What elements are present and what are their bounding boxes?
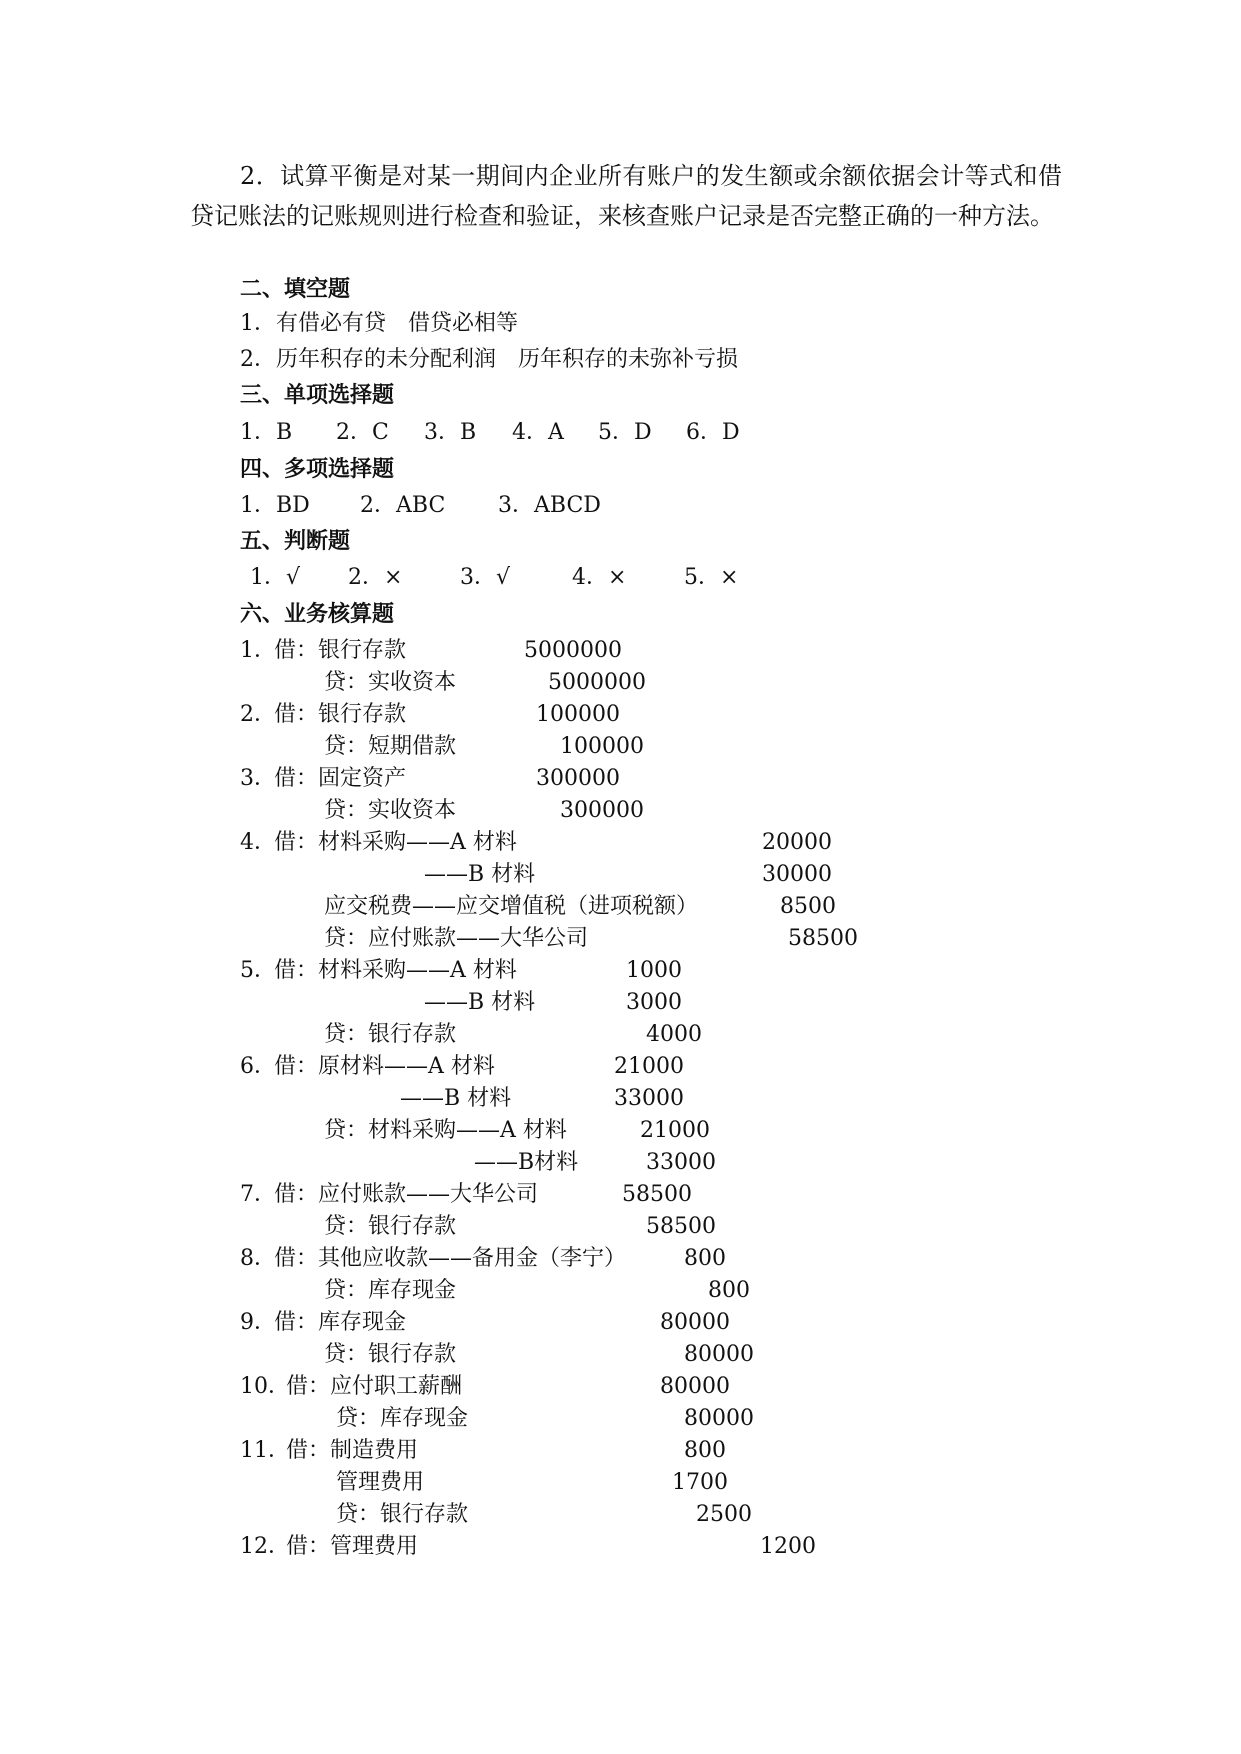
entry-debit-line: 借：材料采购——A 材料 — [274, 830, 517, 855]
multi-choice-answer: 3．ABCD — [498, 493, 601, 518]
entry-amount: 300000 — [536, 766, 620, 791]
section-title-single-choice: 三、单项选择题 — [240, 383, 395, 408]
entry-debit-line: 借：银行存款 — [274, 702, 407, 727]
entry-debit-line: 借：材料采购——A 材料 — [274, 958, 517, 983]
true-false-answer: 4．× — [572, 565, 627, 590]
entry-amount: 5000000 — [548, 670, 646, 695]
entry-debit-line: 借：其他应收款——备用金（李宁） — [274, 1246, 627, 1271]
entry-number: 5． — [240, 958, 276, 983]
entry-amount: 2500 — [696, 1502, 752, 1527]
entry-amount: 100000 — [560, 734, 644, 759]
fill-blank-line: 2．历年积存的未分配利润 历年积存的未弥补亏损 — [240, 347, 738, 372]
entry-number: 12． — [240, 1534, 290, 1559]
entry-amount: 58500 — [622, 1182, 692, 1207]
entry-number: 9． — [240, 1310, 276, 1335]
single-choice-answer: 3．B — [424, 420, 477, 445]
entry-amount: 800 — [708, 1278, 750, 1303]
entry-number: 4． — [240, 830, 276, 855]
entry-amount: 4000 — [646, 1022, 702, 1047]
entry-debit-line: 应交税费——应交增值税（进项税额） — [324, 894, 699, 919]
entry-amount: 5000000 — [524, 638, 622, 663]
entry-amount: 21000 — [614, 1054, 684, 1079]
entry-credit-line: 贷：库存现金 — [324, 1278, 457, 1303]
entry-number: 7． — [240, 1182, 276, 1207]
entry-credit-line: 贷：材料采购——A 材料 — [324, 1118, 567, 1143]
entry-amount: 80000 — [660, 1374, 730, 1399]
entry-credit-line: 贷：银行存款 — [324, 1022, 457, 1047]
entry-debit-line: 借：管理费用 — [286, 1534, 419, 1559]
entry-amount: 33000 — [646, 1150, 716, 1175]
entry-debit-line: 借：银行存款 — [274, 638, 407, 663]
entry-amount: 33000 — [614, 1086, 684, 1111]
entry-credit-line: 贷：短期借款 — [324, 734, 457, 759]
entry-number: 10． — [240, 1374, 290, 1399]
entry-amount: 1200 — [760, 1534, 816, 1559]
entry-amount: 300000 — [560, 798, 644, 823]
single-choice-answer: 2．C — [336, 420, 389, 445]
entry-amount: 100000 — [536, 702, 620, 727]
entry-number: 1． — [240, 638, 276, 663]
single-choice-answer: 5．D — [598, 420, 652, 445]
true-false-answer: 3．√ — [460, 565, 511, 590]
entry-number: 8． — [240, 1246, 276, 1271]
entry-debit-line: ——B 材料 — [400, 1086, 512, 1111]
entry-debit-line: 借：应付账款——大华公司 — [274, 1182, 539, 1207]
section-title-fill-blank: 二、填空题 — [240, 277, 351, 302]
entry-amount: 1000 — [626, 958, 682, 983]
entry-amount: 30000 — [762, 862, 832, 887]
entry-amount: 58500 — [646, 1214, 716, 1239]
multi-choice-answer: 1．BD — [240, 493, 310, 518]
entry-amount: 800 — [684, 1246, 726, 1271]
entry-amount: 3000 — [626, 990, 682, 1015]
entry-amount: 800 — [684, 1438, 726, 1463]
entry-debit-line: 借：库存现金 — [274, 1310, 407, 1335]
entry-number: 2． — [240, 702, 276, 727]
entry-debit-line: 管理费用 — [336, 1470, 425, 1495]
entry-amount: 8500 — [780, 894, 836, 919]
entry-credit-line: 贷：实收资本 — [324, 798, 457, 823]
true-false-answer: 5．× — [684, 565, 739, 590]
entry-number: 3． — [240, 766, 276, 791]
entry-amount: 80000 — [684, 1406, 754, 1431]
fill-blank-line: 1．有借必有贷 借贷必相等 — [240, 311, 518, 336]
entry-credit-line: 贷：库存现金 — [336, 1406, 469, 1431]
entry-amount: 1700 — [672, 1470, 728, 1495]
entry-credit-line: 贷：银行存款 — [324, 1214, 457, 1239]
entry-amount: 80000 — [684, 1342, 754, 1367]
section-title-multi-choice: 四、多项选择题 — [240, 457, 395, 482]
entry-credit-line: 贷：银行存款 — [336, 1502, 469, 1527]
entry-number: 11． — [240, 1438, 290, 1463]
entry-debit-line: ——B 材料 — [424, 862, 536, 887]
single-choice-answer: 1．B — [240, 420, 293, 445]
entry-credit-line: 贷：应付账款——大华公司 — [324, 926, 589, 951]
true-false-answer: 2．× — [348, 565, 403, 590]
entry-debit-line: ——B 材料 — [424, 990, 536, 1015]
entry-debit-line: 借：原材料——A 材料 — [274, 1054, 495, 1079]
entry-debit-line: 借：固定资产 — [274, 766, 407, 791]
multi-choice-answer: 2．ABC — [360, 493, 446, 518]
entry-amount: 80000 — [660, 1310, 730, 1335]
section-title-accounting: 六、业务核算题 — [240, 602, 395, 627]
single-choice-answer: 4．A — [512, 420, 564, 445]
intro-paragraph: 2．试算平衡是对某一期间内企业所有账户的发生额或余额依据会计等式和借贷记账法的记账规则进行检查和验证，来核查账户记录是否完整正确的一种方法。 — [190, 162, 1062, 230]
entry-amount: 21000 — [640, 1118, 710, 1143]
section-title-true-false: 五、判断题 — [240, 529, 351, 554]
entry-number: 6． — [240, 1054, 276, 1079]
entry-debit-line: 借：应付职工薪酬 — [286, 1374, 463, 1399]
entry-credit-line: ——B材料 — [474, 1150, 579, 1175]
entry-amount: 20000 — [762, 830, 832, 855]
entry-amount: 58500 — [788, 926, 858, 951]
true-false-answer: 1．√ — [250, 565, 301, 590]
entry-credit-line: 贷：银行存款 — [324, 1342, 457, 1367]
entry-debit-line: 借：制造费用 — [286, 1438, 419, 1463]
entry-credit-line: 贷：实收资本 — [324, 670, 457, 695]
single-choice-answer: 6．D — [686, 420, 740, 445]
